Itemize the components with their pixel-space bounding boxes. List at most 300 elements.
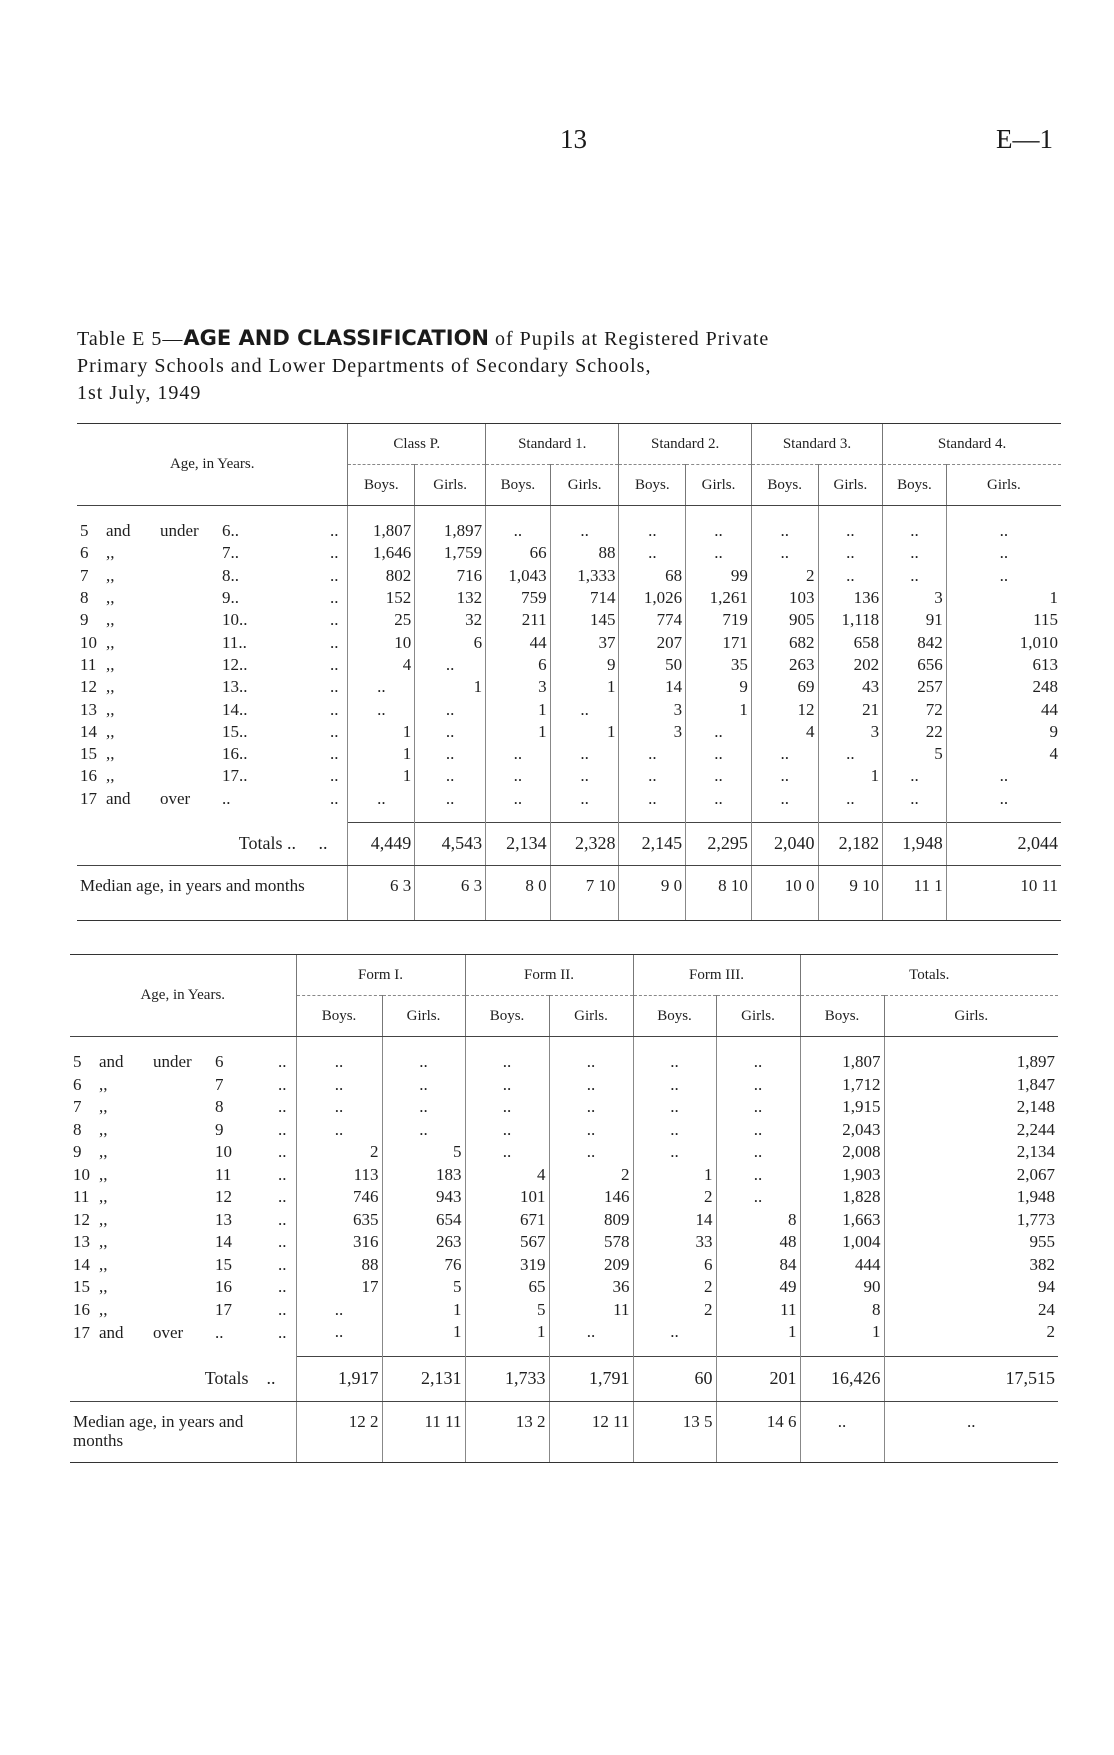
age-label [77, 609, 348, 631]
girls-header: Girls. [818, 465, 883, 506]
cell-value: 2 [751, 565, 818, 587]
cell-value: 8 [800, 1299, 884, 1322]
age-part: .. [222, 788, 231, 808]
cell-value: 211 [486, 609, 551, 631]
cell-value: 1,948 [884, 1186, 1058, 1209]
total-value: 2,134 [486, 822, 551, 865]
cell-value: 1 [465, 1321, 549, 1356]
age-label [70, 1321, 296, 1356]
cell-value: 1 [348, 721, 415, 743]
title-line-1 [77, 325, 1067, 353]
totals-label [77, 822, 348, 865]
cell-value: .. [716, 1141, 800, 1164]
group-header: Standard 2. [619, 424, 751, 465]
cell-value: 671 [465, 1209, 549, 1232]
cell-value: .. [716, 1186, 800, 1209]
cell-value: 1 [800, 1321, 884, 1356]
age-part: 14 [73, 1254, 90, 1274]
cell-value: .. [465, 1119, 549, 1142]
cell-value: 36 [549, 1276, 633, 1299]
age-part: ,, [106, 677, 115, 697]
cell-value: .. [716, 1037, 800, 1074]
age-dots: .. [329, 721, 339, 741]
table-row [70, 1164, 1058, 1187]
cell-value: 1 [486, 721, 551, 743]
age-dots: .. [278, 1142, 287, 1162]
cell-value: .. [465, 1096, 549, 1119]
age-part: 9.. [222, 588, 239, 608]
cell-value: 2,148 [884, 1096, 1058, 1119]
cell-value: 3 [486, 676, 551, 698]
cell-value: 3 [619, 721, 686, 743]
cell-value: .. [415, 721, 486, 743]
cell-value: 88 [550, 542, 619, 564]
cell-value: 613 [946, 654, 1061, 676]
age-column-header: Age, in Years. [77, 424, 348, 506]
cell-value: 1,759 [415, 542, 486, 564]
age-part: under [153, 1052, 192, 1072]
median-value: 6 3 [415, 865, 486, 920]
age-dots: .. [278, 1209, 287, 1229]
group-header: Standard 1. [486, 424, 619, 465]
cell-value: 17 [296, 1276, 382, 1299]
age-part: and [106, 521, 131, 541]
age-part: 10 [73, 1164, 90, 1184]
age-part: 12 [80, 677, 97, 697]
cell-value: 1 [633, 1164, 716, 1187]
cell-value: 183 [382, 1164, 465, 1187]
cell-value: 35 [686, 654, 752, 676]
median-row [70, 1401, 1058, 1462]
cell-value: 5 [465, 1299, 549, 1322]
age-label [77, 698, 348, 720]
cell-value: 3 [818, 721, 883, 743]
cell-value: 2 [633, 1186, 716, 1209]
cell-value: 1,807 [348, 506, 415, 543]
table-row [77, 788, 1061, 823]
cell-value: .. [549, 1037, 633, 1074]
girls-header: Girls. [549, 996, 633, 1037]
cell-value: 14 [619, 676, 686, 698]
cell-value: 802 [348, 565, 415, 587]
cell-value: 6 [633, 1254, 716, 1277]
age-part: 15 [80, 744, 97, 764]
group-header: Class P. [348, 424, 486, 465]
cell-value: 69 [751, 676, 818, 698]
age-label [70, 1164, 296, 1187]
age-dots: .. [278, 1277, 287, 1297]
age-dots: .. [329, 610, 339, 630]
girls-header: Girls. [382, 996, 465, 1037]
girls-header: Girls. [946, 465, 1061, 506]
table-row [77, 609, 1061, 631]
age-label [77, 542, 348, 564]
cell-value: 11 [716, 1299, 800, 1322]
cell-value: 746 [296, 1186, 382, 1209]
cell-value: 1,773 [884, 1209, 1058, 1232]
age-part: 10 [80, 632, 97, 652]
boys-header: Boys. [486, 465, 551, 506]
table-standards [77, 423, 1061, 921]
age-part: ,, [106, 699, 115, 719]
cell-value: .. [619, 765, 686, 787]
total-value: 16,426 [800, 1356, 884, 1401]
total-value: 1,948 [883, 822, 947, 865]
age-part: ,, [99, 1164, 108, 1184]
age-dots: .. [329, 632, 339, 652]
cell-value: 1,847 [884, 1074, 1058, 1097]
title-prefix: Table E 5— [77, 328, 184, 350]
cell-value: 654 [382, 1209, 465, 1232]
cell-value: 842 [883, 631, 947, 653]
table-row [77, 743, 1061, 765]
title-line-2: Primary Schools and Lower Departments of Secondary Schools, [77, 355, 652, 377]
cell-value: 6 [486, 654, 551, 676]
age-part: and [99, 1052, 124, 1072]
cell-value: 1 [382, 1299, 465, 1322]
document-code: E—1 [996, 124, 1053, 154]
cell-value: .. [686, 542, 752, 564]
age-label [70, 1231, 296, 1254]
age-label [77, 631, 348, 653]
age-dots: .. [329, 788, 339, 808]
cell-value: 66 [486, 542, 551, 564]
age-part: ,, [99, 1209, 108, 1229]
boys-header: Boys. [800, 996, 884, 1037]
age-part: 11 [80, 654, 97, 674]
cell-value: 719 [686, 609, 752, 631]
cell-value: 382 [884, 1254, 1058, 1277]
age-part: .. [215, 1322, 224, 1342]
cell-value: .. [751, 542, 818, 564]
cell-value: 90 [800, 1276, 884, 1299]
cell-value: 152 [348, 587, 415, 609]
cell-value: 24 [884, 1299, 1058, 1322]
cell-value: 2 [633, 1299, 716, 1322]
age-part: 14 [215, 1232, 232, 1252]
cell-value: 115 [946, 609, 1061, 631]
cell-value: .. [465, 1141, 549, 1164]
total-value: 2,295 [686, 822, 752, 865]
median-value: 9 0 [619, 865, 686, 920]
age-dots: .. [278, 1299, 287, 1319]
cell-value: .. [549, 1096, 633, 1119]
cell-value: 2,008 [800, 1141, 884, 1164]
table-body [70, 1037, 1058, 1357]
age-label [70, 1141, 296, 1164]
cell-value: .. [883, 542, 947, 564]
cell-value: 48 [716, 1231, 800, 1254]
cell-value: 72 [883, 698, 947, 720]
median-value: 7 10 [550, 865, 619, 920]
cell-value: .. [883, 765, 947, 787]
age-part: 13 [215, 1209, 232, 1229]
age-part: ,, [99, 1074, 108, 1094]
cell-value: 4 [751, 721, 818, 743]
median-value: 8 0 [486, 865, 551, 920]
cell-value: 2 [549, 1164, 633, 1187]
cell-value: .. [633, 1321, 716, 1356]
cell-value: .. [348, 676, 415, 698]
cell-value: .. [549, 1321, 633, 1356]
cell-value: 44 [486, 631, 551, 653]
table-row [70, 1209, 1058, 1232]
cell-value: .. [549, 1074, 633, 1097]
age-label [70, 1074, 296, 1097]
cell-value: .. [486, 788, 551, 823]
age-part: 9 [80, 610, 89, 630]
cell-value: .. [818, 788, 883, 823]
cell-value: 1 [415, 676, 486, 698]
median-value: 9 10 [818, 865, 883, 920]
age-part: ,, [106, 543, 115, 563]
age-part: 9 [73, 1142, 82, 1162]
cell-value: .. [550, 788, 619, 823]
age-part: 8 [73, 1119, 82, 1139]
cell-value: .. [818, 506, 883, 543]
age-part: ,, [106, 588, 115, 608]
cell-value: 12 [751, 698, 818, 720]
table-row [70, 1037, 1058, 1074]
cell-value: .. [686, 506, 752, 543]
cell-value: 1,903 [800, 1164, 884, 1187]
table-body [77, 506, 1061, 823]
cell-value: .. [946, 506, 1061, 543]
table-row [77, 587, 1061, 609]
totals-label [70, 1356, 296, 1401]
cell-value: .. [619, 788, 686, 823]
cell-value: 14 [633, 1209, 716, 1232]
cell-value: 21 [818, 698, 883, 720]
age-part: 12 [215, 1187, 232, 1207]
age-part: ,, [106, 565, 115, 585]
table-row [70, 1321, 1058, 1356]
age-label [77, 765, 348, 787]
age-dots: .. [329, 588, 339, 608]
cell-value: 9 [550, 654, 619, 676]
cell-value: .. [818, 565, 883, 587]
cell-value: 1,646 [348, 542, 415, 564]
table-row [70, 1186, 1058, 1209]
totals-row [70, 1356, 1058, 1401]
age-part: 16 [73, 1299, 90, 1319]
cell-value: 2 [296, 1141, 382, 1164]
cell-value: 33 [633, 1231, 716, 1254]
table-title [77, 325, 1067, 407]
age-part: 16 [80, 766, 97, 786]
cell-value: 1,261 [686, 587, 752, 609]
age-part: 15 [73, 1277, 90, 1297]
cell-value: 209 [549, 1254, 633, 1277]
median-row [77, 865, 1061, 920]
cell-value: .. [549, 1119, 633, 1142]
cell-value: 2 [884, 1321, 1058, 1356]
cell-value: .. [550, 506, 619, 543]
cell-value: 809 [549, 1209, 633, 1232]
cell-value: 2,067 [884, 1164, 1058, 1187]
group-header: Form II. [465, 955, 633, 996]
cell-value: 202 [818, 654, 883, 676]
boys-header: Boys. [465, 996, 549, 1037]
girls-header: Girls. [686, 465, 752, 506]
cell-value: 49 [716, 1276, 800, 1299]
cell-value: 1 [946, 587, 1061, 609]
cell-value: 103 [751, 587, 818, 609]
cell-value: 905 [751, 609, 818, 631]
cell-value: 759 [486, 587, 551, 609]
cell-value: .. [465, 1074, 549, 1097]
total-value: 2,131 [382, 1356, 465, 1401]
boys-header: Boys. [883, 465, 947, 506]
cell-value: 248 [946, 676, 1061, 698]
total-value: 1,917 [296, 1356, 382, 1401]
table-row [77, 765, 1061, 787]
cell-value: .. [686, 765, 752, 787]
cell-value: .. [751, 743, 818, 765]
boys-header: Boys. [348, 465, 415, 506]
cell-value: .. [382, 1074, 465, 1097]
median-value: .. [884, 1401, 1058, 1462]
median-value: 10 11 [946, 865, 1061, 920]
median-value: 6 3 [348, 865, 415, 920]
cell-value: 1 [818, 765, 883, 787]
page-number: 13 [560, 124, 587, 154]
cell-value: 4 [465, 1164, 549, 1187]
age-label [70, 1209, 296, 1232]
age-label [77, 788, 348, 823]
cell-value: 3 [883, 587, 947, 609]
cell-value: .. [382, 1037, 465, 1074]
cell-value: 1,663 [800, 1209, 884, 1232]
cell-value: .. [549, 1141, 633, 1164]
age-part: 12 [73, 1209, 90, 1229]
group-header: Standard 4. [883, 424, 1061, 465]
median-label: Median age, in years and months [70, 1401, 296, 1462]
age-dots: .. [278, 1097, 287, 1117]
cell-value: .. [415, 654, 486, 676]
age-part: ,, [106, 766, 115, 786]
cell-value: .. [296, 1299, 382, 1322]
total-value: 2,182 [818, 822, 883, 865]
age-part: ,, [99, 1142, 108, 1162]
cell-value: .. [946, 765, 1061, 787]
age-label [70, 1037, 296, 1074]
age-part: over [153, 1322, 184, 1342]
age-part: 14.. [222, 699, 248, 719]
table-row [77, 676, 1061, 698]
age-part: 6 [73, 1074, 82, 1094]
median-value: 8 10 [686, 865, 752, 920]
cell-value: 4 [946, 743, 1061, 765]
age-dots: .. [329, 744, 339, 764]
median-value: 13 5 [633, 1401, 716, 1462]
age-part: under [160, 521, 199, 541]
age-dots: .. [329, 766, 339, 786]
age-label [77, 506, 348, 543]
age-dots: .. [329, 677, 339, 697]
age-part: 7 [215, 1074, 224, 1094]
cell-value: .. [946, 565, 1061, 587]
cell-value: .. [751, 765, 818, 787]
cell-value: .. [296, 1096, 382, 1119]
cell-value: 4 [348, 654, 415, 676]
table-row [70, 1141, 1058, 1164]
cell-value: 1 [716, 1321, 800, 1356]
cell-value: 1 [348, 743, 415, 765]
age-label [70, 1254, 296, 1277]
cell-value: .. [818, 743, 883, 765]
cell-value: 101 [465, 1186, 549, 1209]
cell-value: 658 [818, 631, 883, 653]
age-part: ,, [99, 1232, 108, 1252]
cell-value: .. [751, 506, 818, 543]
cell-value: 9 [686, 676, 752, 698]
table-row [70, 1119, 1058, 1142]
age-label [70, 1119, 296, 1142]
cell-value: .. [486, 506, 551, 543]
girls-header: Girls. [716, 996, 800, 1037]
age-part: 6 [80, 543, 89, 563]
cell-value: .. [686, 743, 752, 765]
cell-value: 2 [633, 1276, 716, 1299]
cell-value: 444 [800, 1254, 884, 1277]
cell-value: 11 [549, 1299, 633, 1322]
cell-value: 91 [883, 609, 947, 631]
cell-value: .. [486, 765, 551, 787]
age-label [70, 1186, 296, 1209]
age-label [77, 654, 348, 676]
total-value: 2,040 [751, 822, 818, 865]
age-part: 7 [80, 565, 89, 585]
cell-value: .. [415, 765, 486, 787]
cell-value: 65 [465, 1276, 549, 1299]
total-value: 2,145 [619, 822, 686, 865]
cell-value: 2,244 [884, 1119, 1058, 1142]
cell-value: 1,897 [415, 506, 486, 543]
age-label [77, 565, 348, 587]
cell-value: 2,134 [884, 1141, 1058, 1164]
age-dots: .. [278, 1164, 287, 1184]
cell-value: 68 [619, 565, 686, 587]
cell-value: .. [296, 1074, 382, 1097]
cell-value: .. [883, 506, 947, 543]
age-label [77, 721, 348, 743]
table-row [77, 698, 1061, 720]
age-label [77, 743, 348, 765]
cell-value: 207 [619, 631, 686, 653]
age-part: 7.. [222, 543, 239, 563]
cell-value: .. [946, 542, 1061, 564]
age-part: 16.. [222, 744, 248, 764]
total-value: 4,449 [348, 822, 415, 865]
table-row [70, 1276, 1058, 1299]
cell-value: 1,004 [800, 1231, 884, 1254]
cell-value: .. [550, 765, 619, 787]
cell-value: .. [296, 1037, 382, 1074]
age-label [77, 676, 348, 698]
cell-value: 319 [465, 1254, 549, 1277]
age-dots: .. [329, 543, 339, 563]
age-dots: .. [278, 1232, 287, 1252]
age-part: 15.. [222, 721, 248, 741]
cell-value: 1,807 [800, 1037, 884, 1074]
cell-value: .. [296, 1321, 382, 1356]
cell-value: 1,118 [818, 609, 883, 631]
cell-value: 1,043 [486, 565, 551, 587]
age-part: 14 [80, 721, 97, 741]
cell-value: 714 [550, 587, 619, 609]
cell-value: 84 [716, 1254, 800, 1277]
